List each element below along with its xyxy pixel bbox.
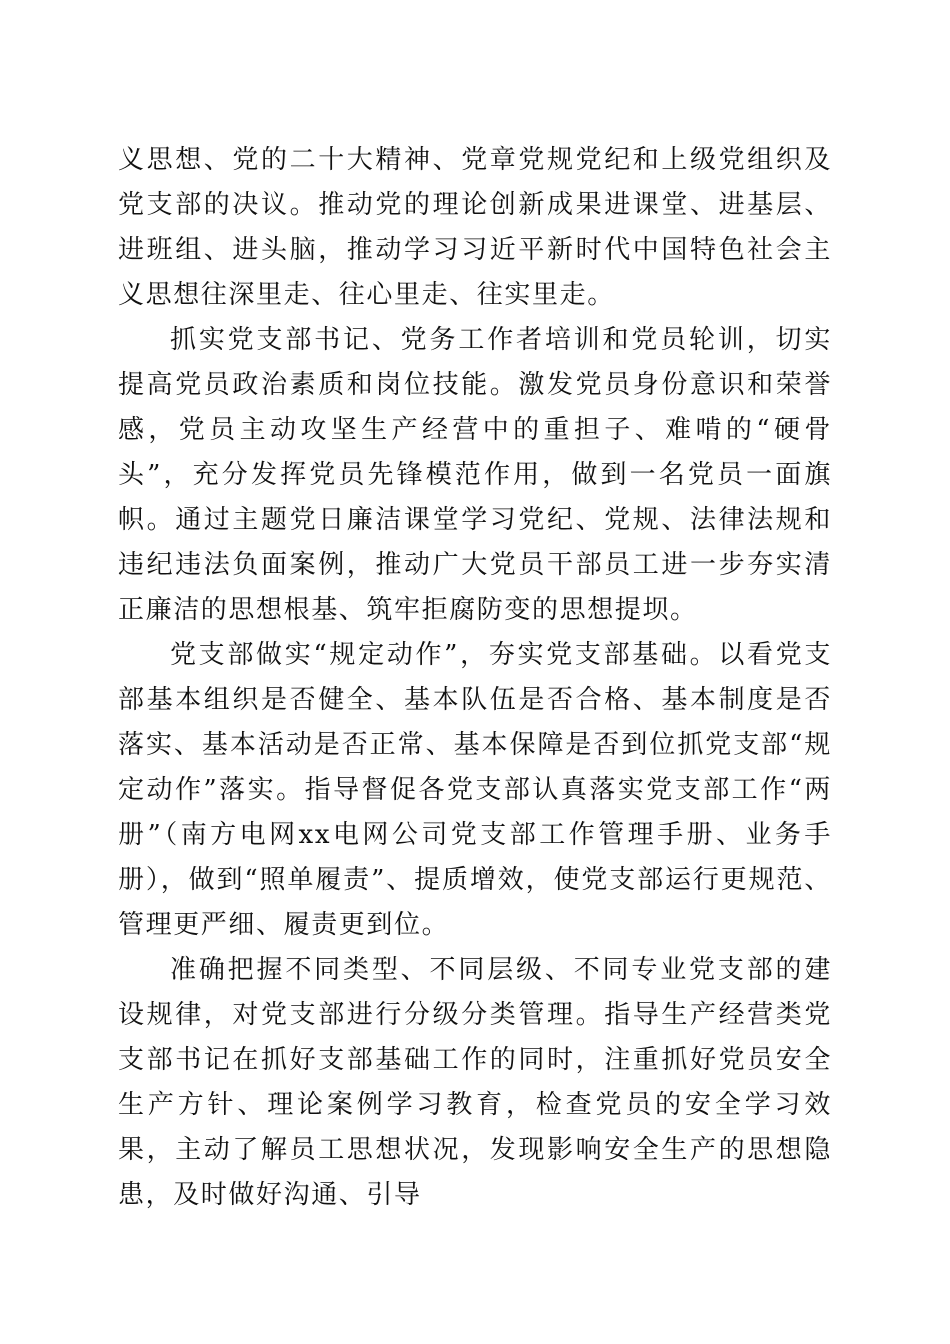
paragraph-training: 抓实党支部书记、党务工作者培训和党员轮训，切实提高党员政治素质和岗位技能。激发党员身份意识和荣誉感，党员主动攻坚生产经营中的重担子、难啃的“硬骨头”，充分发挥党员先锋模范作用，做到一名党员一面旗帜。通过主题党日廉洁课堂学习党纪、党规、法律法规和违纪违法负面案例，推动广大党员干部员工进一步夯实清正廉洁的思想根基、筑牢拒腐防变的思想提坝。 xyxy=(118,325,832,625)
paragraph-continued: 义思想、党的二十大精神、党章党规党纪和上级党组织及党支部的决议。推动党的理论创新成果进课堂、进基层、进班组、进头脑，推动学习习近平新时代中国特色社会主义思想往深里走、往心里走、往实里走。 xyxy=(118,145,832,310)
paragraph-classified-management: 准确把握不同类型、不同层级、不同专业党支部的建设规律，对党支部进行分级分类管理。指导生产经营类党支部书记在抓好支部基础工作的同时，注重抓好党员安全生产方针、理论案例学习教育，检查党员的安全学习效果，主动了解员工思想状况，发现影响安全生产的思想隐患，及时做好沟通、引导 xyxy=(118,955,832,1210)
document-body xyxy=(118,138,832,1218)
paragraph-standard-actions: 党支部做实“规定动作”，夯实党支部基础。以看党支部基本组织是否健全、基本队伍是否合格、基本制度是否落实、基本活动是否正常、基本保障是否到位抓党支部“规定动作”落实。指导督促各党支部认真落实党支部工作“两册”（南方电网xx电网公司党支部工作管理手册、业务手册），做到“照单履责”、提质增效，使党支部运行更规范、管理更严细、履责更到位。 xyxy=(118,640,832,940)
